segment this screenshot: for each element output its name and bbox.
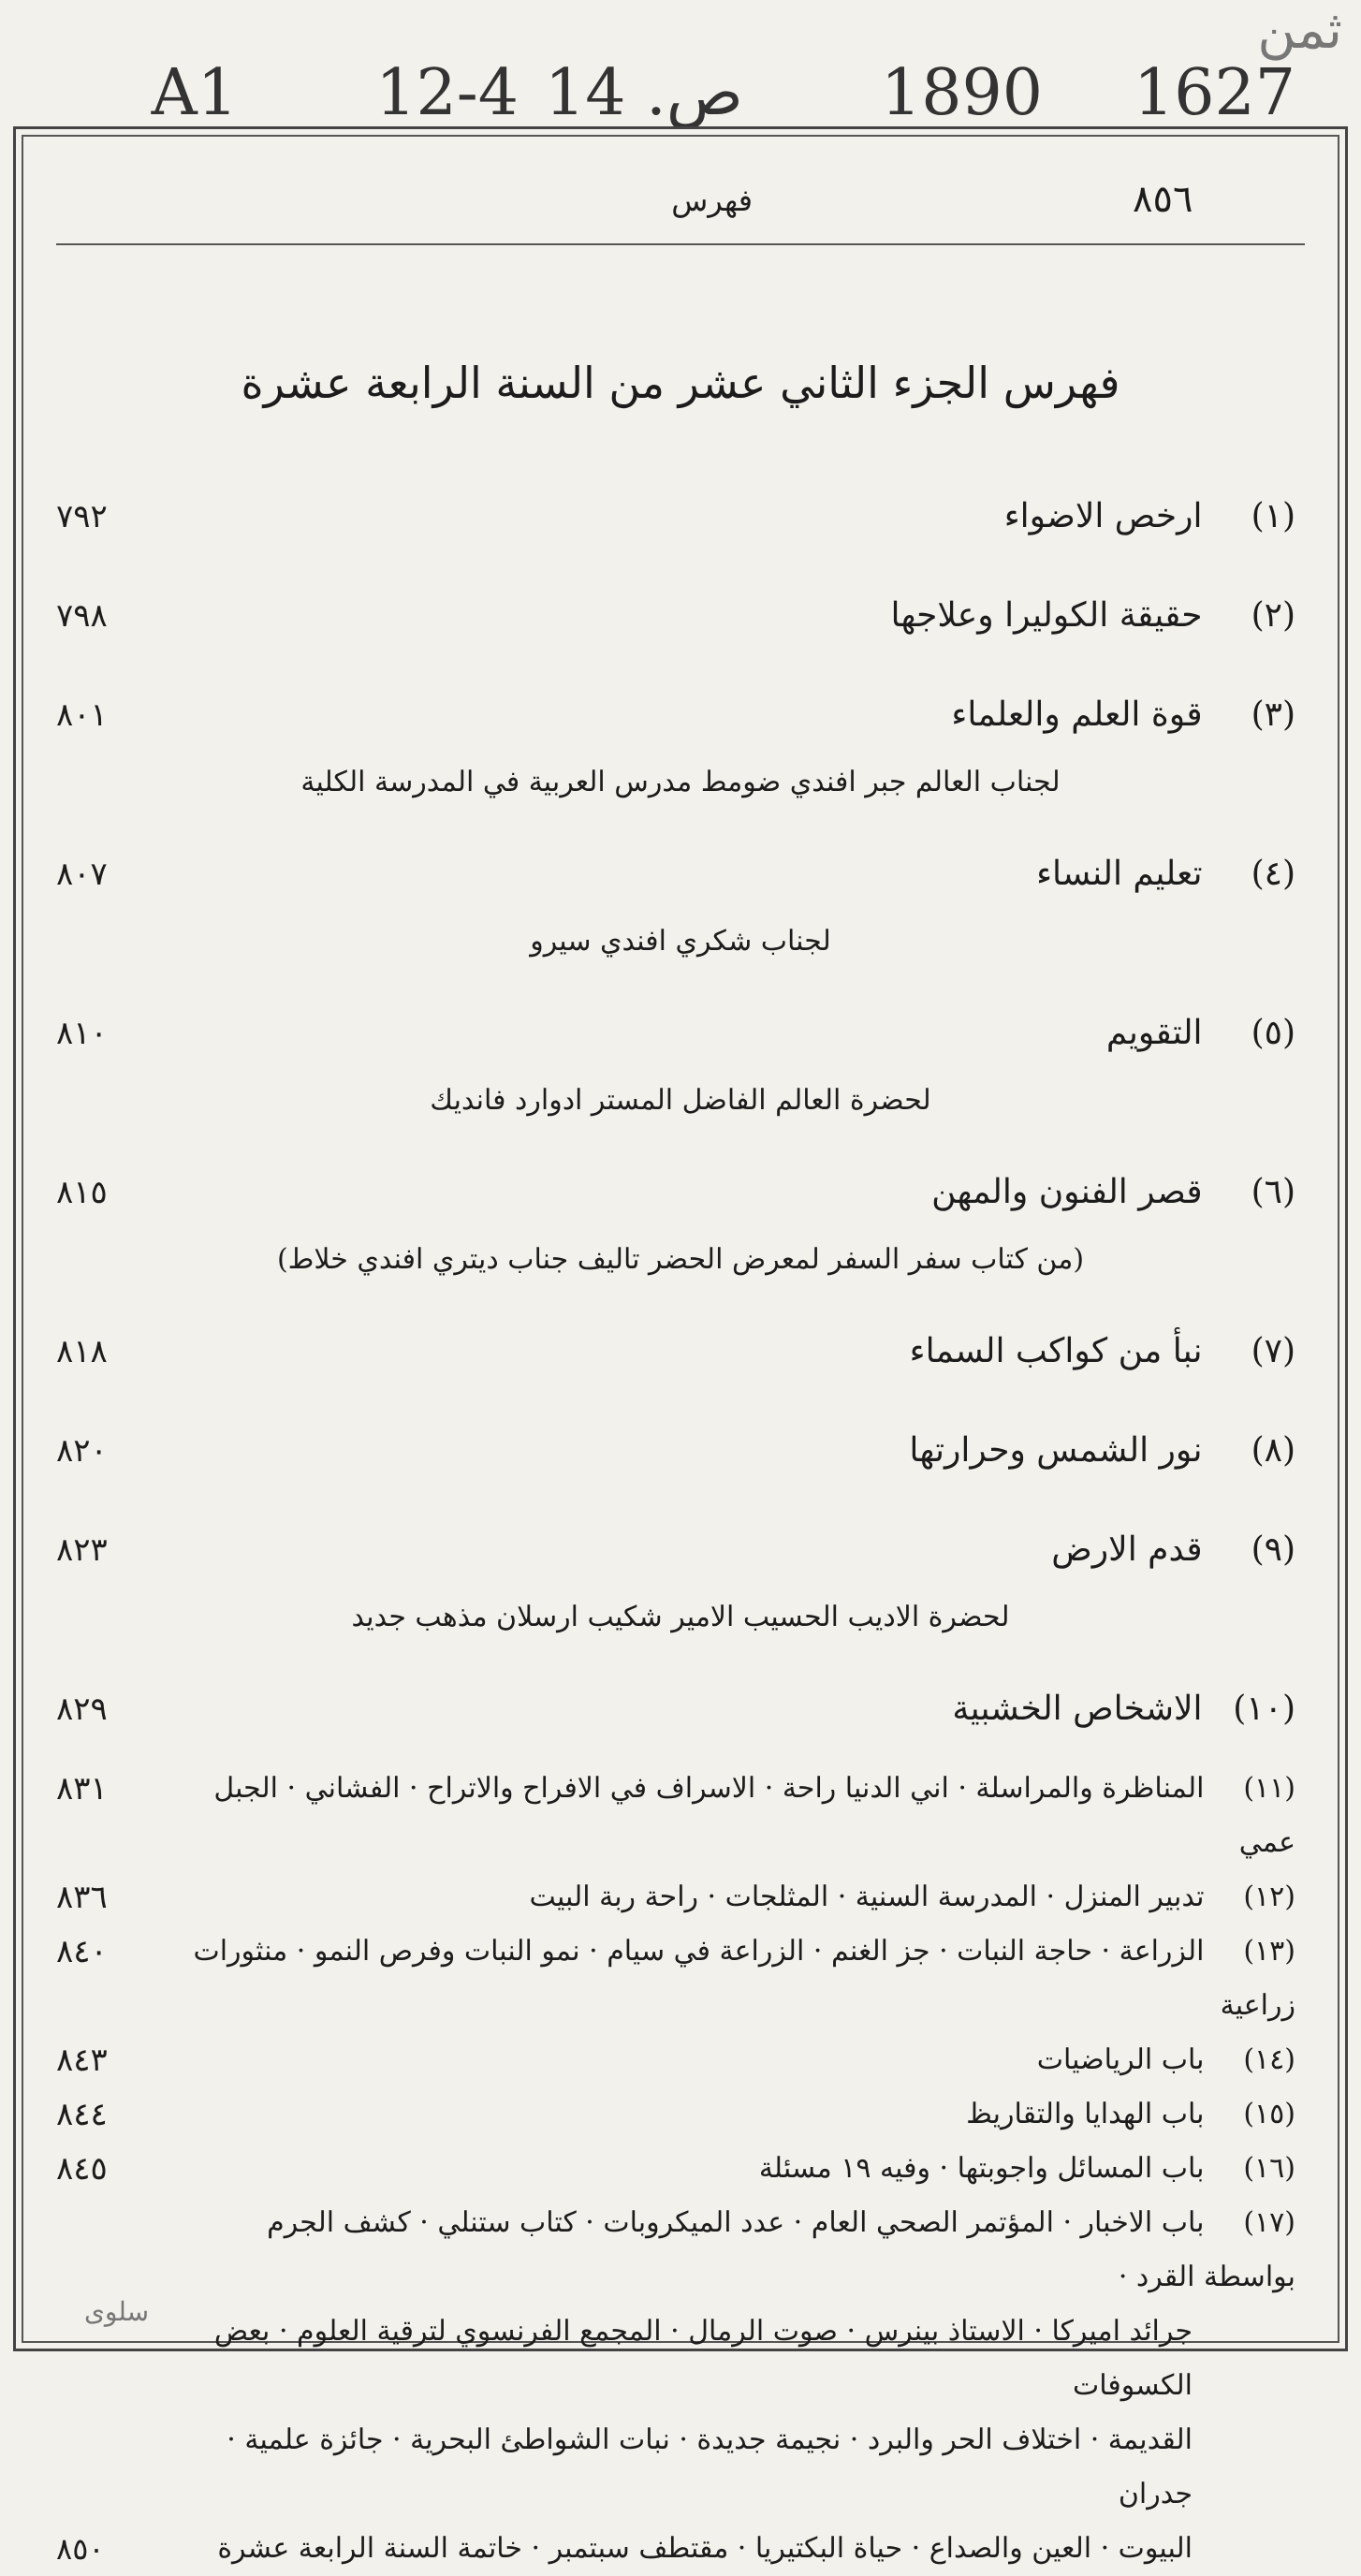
index-entry	[56, 1159, 1305, 1226]
entry-number: (١)	[1251, 497, 1295, 535]
index-entry	[56, 2196, 1305, 2305]
entry-page: ٨٢٠	[56, 1432, 108, 1470]
entry-author: (من كتاب سفر السفر لمعرض الحضر تاليف جناب ديتري افندي خلاط)	[276, 1243, 1085, 1276]
entry-title: تعليم النساء	[1036, 855, 1203, 893]
page-number: ٨٥٦	[1133, 178, 1193, 221]
entry-continuation: جرائد اميركا · الاستاذ بينرس · صوت الرمال · المجمع الفرنسوي لترقية العلوم · بعض الكسوفات	[213, 2315, 1193, 2402]
entry-number: (٥)	[1251, 1014, 1295, 1052]
entry-title: الاشخاص الخشبية	[952, 1690, 1203, 1728]
bottom-mark: سلوى	[84, 2296, 150, 2327]
entry-number: (٦)	[1251, 1173, 1295, 1211]
entry-author: لجناب العالم جبر افندي ضومط مدرس العربية في المدرسة الكلية	[300, 766, 1061, 798]
index-entry	[56, 841, 1305, 908]
entry-page: ٨١٨	[56, 1333, 108, 1370]
handwritten-catalog-note	[122, 37, 1305, 140]
index-entry	[56, 1516, 1305, 1584]
entry-number: (١٢)	[1243, 1881, 1295, 1913]
entry-page: ٨٤٣	[56, 2042, 108, 2079]
entry-page: ٧٩٢	[56, 498, 108, 535]
index-entry	[56, 1676, 1305, 1743]
index-entry	[56, 1925, 1305, 2033]
entry-page: ٨٣١	[56, 1770, 108, 1808]
entry-page: ٨٢٣	[56, 1531, 108, 1569]
entry-author: لحضرة الاديب الحسيب الامير شكيب ارسلان مذهب جديد	[351, 1601, 1010, 1633]
index-entry	[56, 2087, 1305, 2142]
entry-number: (١٥)	[1243, 2098, 1295, 2130]
entry-title: تدبير المنزل · المدرسة السنية · المثلجات · راحة ربة البيت	[529, 1881, 1205, 1913]
entry-author: لجناب شكري افندي سيرو	[530, 925, 831, 958]
index-page	[56, 159, 1305, 2567]
index-entry	[56, 1870, 1305, 1925]
entry-continuation	[56, 2522, 1305, 2576]
index-entry	[56, 483, 1305, 550]
entry-number: (٣)	[1251, 695, 1295, 734]
entry-number: (١٣)	[1243, 1935, 1295, 1968]
entry-title: نبأ من كواكب السماء	[909, 1332, 1203, 1370]
entry-number: (٢)	[1251, 596, 1295, 635]
entry-number: (٧)	[1251, 1332, 1295, 1370]
entry-number: (١٠)	[1233, 1690, 1295, 1728]
index-entry	[56, 1762, 1305, 1870]
entry-number: (٤)	[1251, 855, 1295, 893]
index-entry	[56, 2033, 1305, 2087]
corner-mark: ثمن	[1257, 0, 1342, 61]
running-title: فهرس	[671, 183, 753, 218]
index-entry	[56, 1417, 1305, 1485]
entry-page: ٧٩٨	[56, 597, 108, 635]
running-head	[56, 159, 1305, 245]
note-part: 14 .ص	[545, 56, 743, 130]
entry-title: قوة العلم والعلماء	[951, 695, 1203, 734]
entry-title: الزراعة · حاجة النبات · جز الغنم · الزراعة في سيام · نمو النبات وفرص النمو · منثورات زراعية	[193, 1935, 1295, 2022]
entry-page: ٨٤٠	[56, 1933, 108, 1970]
entry-number: (١٦)	[1243, 2152, 1295, 2185]
entry-page: ٨٤٥	[56, 2150, 108, 2188]
entry-title: باب الاخبار · المؤتمر الصحي العام · عدد الميكروبات · كتاب ستنلي · كشف الجرم بواسطة القرد ·	[267, 2206, 1295, 2293]
entry-page: ٨١٠	[56, 1015, 108, 1052]
entry-title: نور الشمس وحرارتها	[909, 1431, 1203, 1470]
entry-number: (١٧)	[1243, 2206, 1295, 2239]
entry-title: قصر الفنون والمهن	[931, 1173, 1203, 1211]
entry-number: (١١)	[1243, 1772, 1295, 1805]
entry-number: (٩)	[1251, 1530, 1295, 1569]
index-entry	[56, 582, 1305, 650]
entry-number: (٨)	[1251, 1431, 1295, 1470]
index-entry	[56, 1318, 1305, 1385]
note-part: 12-4	[375, 56, 519, 130]
entry-author: لحضرة العالم الفاضل المستر ادوارد فانديك	[430, 1084, 931, 1117]
index-entry	[56, 2142, 1305, 2196]
entry-title: التقويم	[1105, 1014, 1203, 1052]
entry-page: ٨٥٠	[56, 2531, 105, 2567]
entry-page: ٨٢٩	[56, 1690, 108, 1728]
entry-number: (١٤)	[1243, 2043, 1295, 2076]
entry-title: باب الهدايا والتقاريظ	[966, 2098, 1205, 2130]
index-entry	[56, 681, 1305, 749]
main-title: فهرس الجزء الثاني عشر من السنة الرابعة عشرة	[241, 358, 1120, 408]
index-entry	[56, 1000, 1305, 1067]
entry-title: حقيقة الكوليرا وعلاجها	[890, 596, 1203, 635]
continuation-text: البيوت · العين والصداع · حياة البكتيريا · مقتطف سبتمبر · خاتمة السنة الرابعة عشرة	[217, 2532, 1193, 2565]
entry-page: ٨٣٦	[56, 1879, 108, 1916]
entry-title: باب الرياضيات	[1036, 2043, 1205, 2076]
entry-title: المناظرة والمراسلة · اني الدنيا راحة · الاسراف في الافراح والاتراح · الفشاني · الجبل عمي	[213, 1772, 1295, 1859]
note-part: A1	[151, 56, 238, 130]
entry-page: ٨٠١	[56, 696, 108, 734]
entry-page: ٨١٥	[56, 1174, 108, 1211]
entry-title: باب المسائل واجوبتها · وفيه ١٩ مسئلة	[758, 2152, 1205, 2185]
note-part: 1890	[880, 56, 1043, 130]
entry-title: ارخص الاضواء	[1003, 497, 1203, 535]
entry-continuation: القديمة · اختلاف الحر والبرد · نجيمة جديدة · نبات الشواطئ البحرية · جائزة علمية · جدران	[227, 2423, 1193, 2510]
entry-page: ٨٤٤	[56, 2096, 108, 2133]
entry-page: ٨٠٧	[56, 856, 108, 893]
entry-title: قدم الارض	[1051, 1530, 1203, 1569]
note-part: 1627	[1133, 56, 1295, 130]
